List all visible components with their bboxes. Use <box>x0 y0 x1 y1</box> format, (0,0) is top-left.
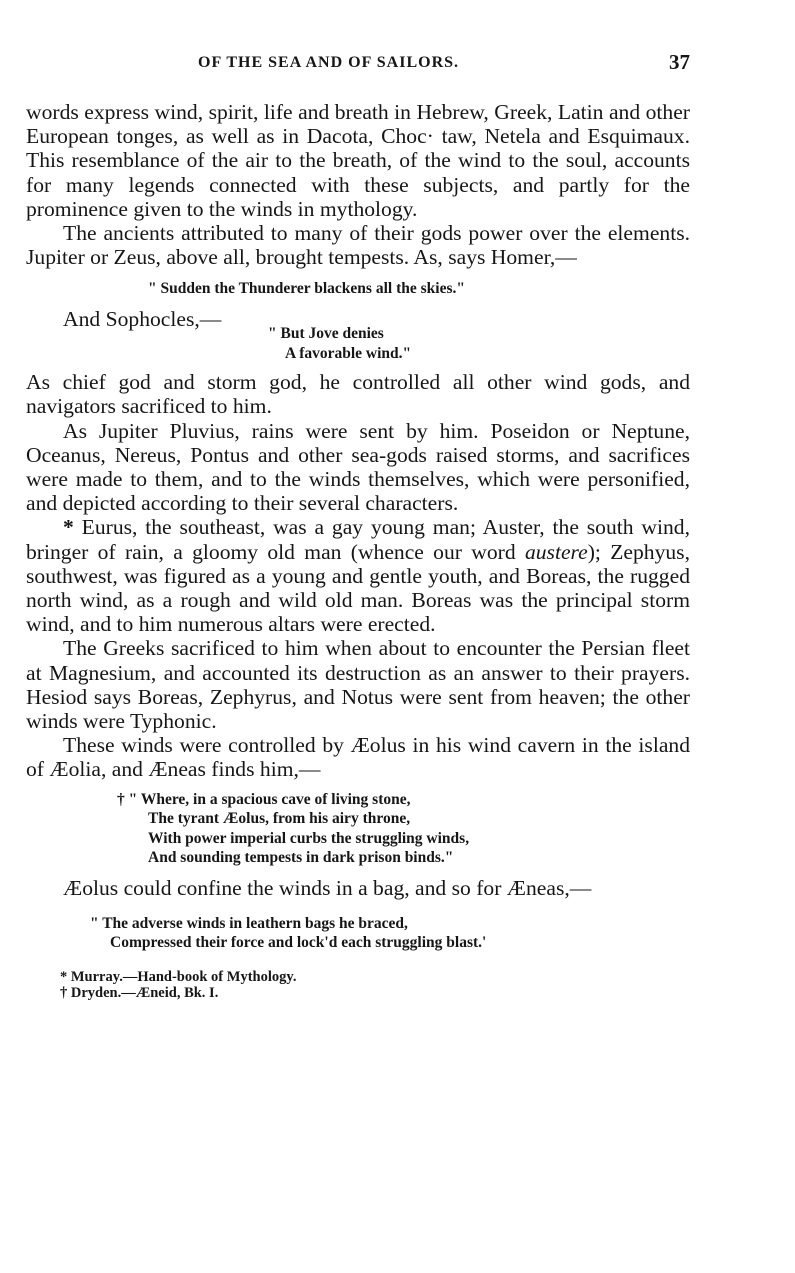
paragraph-2: The ancients attributed to many of their gods power over the elements. Jupiter or Zeus, above all, brought tempests. As, says Homer,— <box>26 221 690 270</box>
paragraph-7: The Greeks sacrificed to him when about to encounter the Persian fleet at Magnesium, and accounted its destruction as an answer to their prayers. Hesiod says Boreas, Zephyrus, and Notus were sent from heaven; the other winds were Typhonic. <box>26 636 690 733</box>
leathern-quote-line-2: Compressed their force and lock'd each struggling blast.' <box>110 934 487 952</box>
footnote-1: * Murray.—Hand-book of Mythology. <box>60 968 297 985</box>
paragraph-6-text-a: Eurus, the southeast, was a gay young man; Auster, the south wind, bringer of rain, a gloomy old man (whence our word <box>26 515 690 564</box>
book-page <box>26 50 690 1001</box>
sophocles-intro: And Sophocles,— <box>63 306 222 331</box>
dryden-quote-line-3: With power imperial curbs the struggling winds, <box>148 829 470 847</box>
page-header <box>26 50 690 82</box>
paragraph-1: words express wind, spirit, life and breath in Hebrew, Greek, Latin and other European tonges, as well as in Dacota, Choc· taw, Netela and Esquimaux. This resemblance of the air to the breath, of the wind to the soul, accounts for many legends connected with these subjects, and partly for the prominence given to the winds in mythology. <box>26 100 690 221</box>
paragraph-8: These winds were controlled by Æolus in his wind cavern in the island of Æolia, and Æneas finds him,— <box>26 733 690 782</box>
leathern-quote-line-1: " The adverse winds in leathern bags he braced, <box>90 914 408 932</box>
footnotes <box>26 969 690 1001</box>
homer-quote-line: " Sudden the Thunderer blackens all the skies." <box>148 280 465 298</box>
sophocles-quote-line-1: " But Jove denies <box>268 325 384 343</box>
footnote-mark-asterisk: * <box>63 515 74 540</box>
leathern-quote <box>26 914 690 953</box>
homer-quote <box>26 279 690 299</box>
paragraph-4: As chief god and storm god, he controlled all other wind gods, and navigators sacrificed to him. <box>26 370 690 419</box>
dryden-quote-line-4: And sounding tempests in dark prison binds." <box>148 849 454 867</box>
paragraph-6-italic-word: austere <box>524 539 588 564</box>
page-number: 37 <box>669 50 690 74</box>
sophocles-quote-line-2: A favorable wind." <box>285 344 412 362</box>
dryden-quote-line-1: † " Where, in a spacious cave of living stone, <box>117 790 411 808</box>
paragraph-9: Æolus could confine the winds in a bag, and so for Æneas,— <box>63 875 592 900</box>
footnote-2: † Dryden.—Æneid, Bk. I. <box>60 984 219 1001</box>
paragraph-5: As Jupiter Pluvius, rains were sent by him. Poseidon or Neptune, Oceanus, Nereus, Pontus and other sea-gods raised storms, and sacrifices were made to them, and to the winds themselves, which were personified, and depicted according to their several characters. <box>26 418 690 516</box>
dryden-quote <box>26 790 690 868</box>
dryden-quote-line-2: The tyrant Æolus, from his airy throne, <box>148 810 411 828</box>
paragraph-6 <box>26 515 690 636</box>
body-text <box>26 100 690 953</box>
paragraph-6-text-b: ); Zephyus, southwest, was figured as a young and gentle youth, and Boreas, the rugged north wind, as a rough and wild old man. Boreas was the principal storm wind, and to him numerous altars were erected. <box>26 539 690 637</box>
running-title: OF THE SEA AND OF SAILORS. <box>198 54 460 71</box>
